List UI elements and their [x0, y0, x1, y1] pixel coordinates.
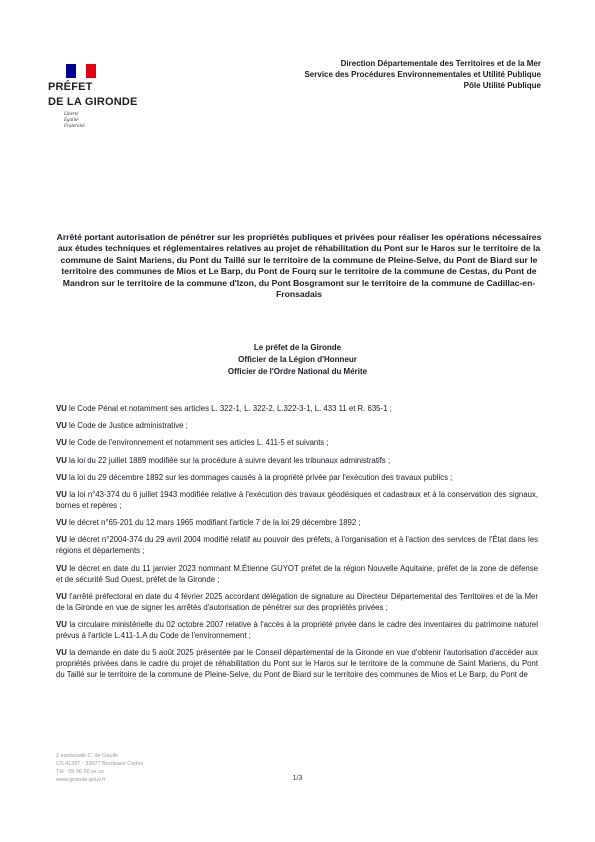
vu-text: la circulaire ministérielle du 02 octobre 2007 relative à l'accès à la propriété privée dans le cadre des inventaires du patrimoine naturel prévus à l'article L.411-1.A du Code de l'environnement ; [56, 619, 538, 640]
vu-text: la loi du 22 juillet 1889 modifiée sur la procédure à suivre devant les tribunaux administratifs ; [69, 455, 391, 465]
vu-text: le décret n°65-201 du 12 mars 1965 modifiant l'article 7 de la loi 29 décembre 1892 ; [69, 518, 361, 528]
vu-prefix: VU [56, 535, 67, 545]
vu-item [56, 647, 538, 680]
vu-prefix: VU [56, 455, 67, 465]
vu-item [56, 437, 538, 448]
flag-blue-band [66, 64, 76, 78]
vu-text: la loi n°43-374 du 6 juillet 1943 modifiée relative à l'exécution des travaux géodésiques et cadastraux et à la conservation des signaux, bornes et repères ; [56, 489, 538, 510]
vu-prefix: VU [56, 472, 67, 482]
footer-address: 2 esplanade C. de Gaulle [56, 753, 119, 759]
page-number: 1/3 [292, 775, 303, 782]
vu-prefix: VU [56, 563, 67, 573]
footer-website: www.gironde.gouv.fr [56, 777, 106, 783]
decree-title: Arrêté portant autorisation de pénétrer sur les propriétés publiques et privées pour réaliser les opérations nécessaires aux études techniques et réglementaires relatives au projet de réhabilitation du Pont sur le Haros sur le territoire de la commune de Saint Mariens, du Pont du Taillé sur le territoire de la commune de Pleine-Selve, du Pont de Biard sur le territoire des communes de Mios et Le Barp, du Pont de Fourq sur le territoire de la commune de Cestas, du Pont de Mandron sur le territoire de la commune d'Izon, du Pont Bosgramont sur le territoire de la commune de Cadillac-en-Fronsadais [56, 232, 542, 300]
vu-item [56, 455, 538, 466]
logo-line-gironde: DE LA GIRONDE [48, 96, 138, 108]
footer-city: CS 41397 - 33077 Bordeaux Cedex [56, 761, 144, 767]
vu-text: le Code Pénal et notamment ses articles L. 322-1, L. 322-2, L.322-3-1, L. 433 11 et R. 635-1 ; [69, 404, 392, 413]
vu-prefix: VU [56, 518, 67, 528]
vu-item [56, 563, 538, 585]
flag-white-band [76, 64, 86, 78]
vu-text: le décret n°2004-374 du 29 avril 2004 modifié relatif au pouvoir des préfets, à l'organisation et à l'action des services de l'État dans les régions et départements ; [56, 535, 538, 556]
vu-item [56, 472, 538, 483]
vu-text: l'arrêté préfectoral en date du 4 février 2025 accordant délégation de signature au Directeur Départemental des Territoires et de la Mer de la Gironde en vue de signer les arrêtés d'autorisation de pénétrer sur des propriétés privées ; [56, 591, 538, 612]
vu-prefix: VU [56, 489, 67, 499]
prefect-titles [0, 342, 595, 378]
flag-red-band [86, 64, 96, 78]
ordre-merite-title: Officier de l'Ordre National du Mérite [227, 367, 368, 376]
vu-text: le Code de l'environnement et notamment ses articles L. 411-5 et suivants ; [69, 438, 329, 448]
vu-prefix: VU [56, 591, 67, 601]
motto-liberte: Liberté [64, 112, 79, 117]
vu-text: la loi du 29 décembre 1892 sur les dommages causés à la propriété privée par l'exécution des travaux publics ; [69, 472, 453, 482]
republic-motto [64, 112, 148, 130]
vu-text: la demande en date du 5 août 2025 présentée par le Conseil départemental de la Gironde en vue d'obtenir l'autorisation d'accéder aux propriétés privées dans le cadre du projet de réhabilitation du Pont sur le Haros sur le territoire de la commune de Saint Mariens, du Pont du Taillé sur le territoire de la commune de Pleine-Selve, du Pont de Biard sur le territoire des communes de Mios et Le Barp, du Pont de [56, 648, 538, 680]
vu-text: le Code de Justice administrative ; [69, 421, 188, 431]
vu-text: le décret en date du 11 janvier 2023 nommant M.Étienne GUYOT préfet de la région Nouvelle Aquitaine, préfet de la zone de défense et de sécurité Sud Ouest, préfet de la Gironde ; [56, 563, 538, 584]
motto-fraternite: Fraternité [64, 124, 85, 129]
vu-item [56, 517, 538, 528]
french-flag-icon [66, 64, 96, 78]
vu-prefix: VU [56, 619, 67, 629]
vu-item [56, 420, 538, 431]
direction-name: Direction Départementale des Territoires et de la Mer [340, 59, 541, 68]
vu-prefix: VU [56, 404, 67, 413]
service-name: Service des Procédures Environnementales et Utilité Publique [304, 70, 541, 79]
vu-item [56, 403, 538, 414]
vu-prefix: VU [56, 421, 67, 431]
pole-name: Pôle Utilité Publique [463, 81, 541, 90]
vu-item [56, 591, 538, 613]
logo-line-prefet: PRÉFET [48, 81, 93, 93]
vu-item [56, 619, 538, 641]
vu-prefix: VU [56, 438, 67, 448]
prefect-title: Le préfet de la Gironde [253, 343, 342, 352]
legion-honneur-title: Officier de la Légion d'Honneur [238, 355, 357, 364]
prefecture-logo [48, 64, 148, 130]
vu-item [56, 489, 538, 511]
footer-phone: Tél : 05 56 00 xx xx [56, 769, 104, 775]
motto-egalite: Égalité [64, 118, 79, 123]
vu-item [56, 534, 538, 556]
issuing-service [304, 58, 541, 91]
vu-prefix: VU [56, 648, 67, 658]
vu-list [56, 403, 538, 686]
